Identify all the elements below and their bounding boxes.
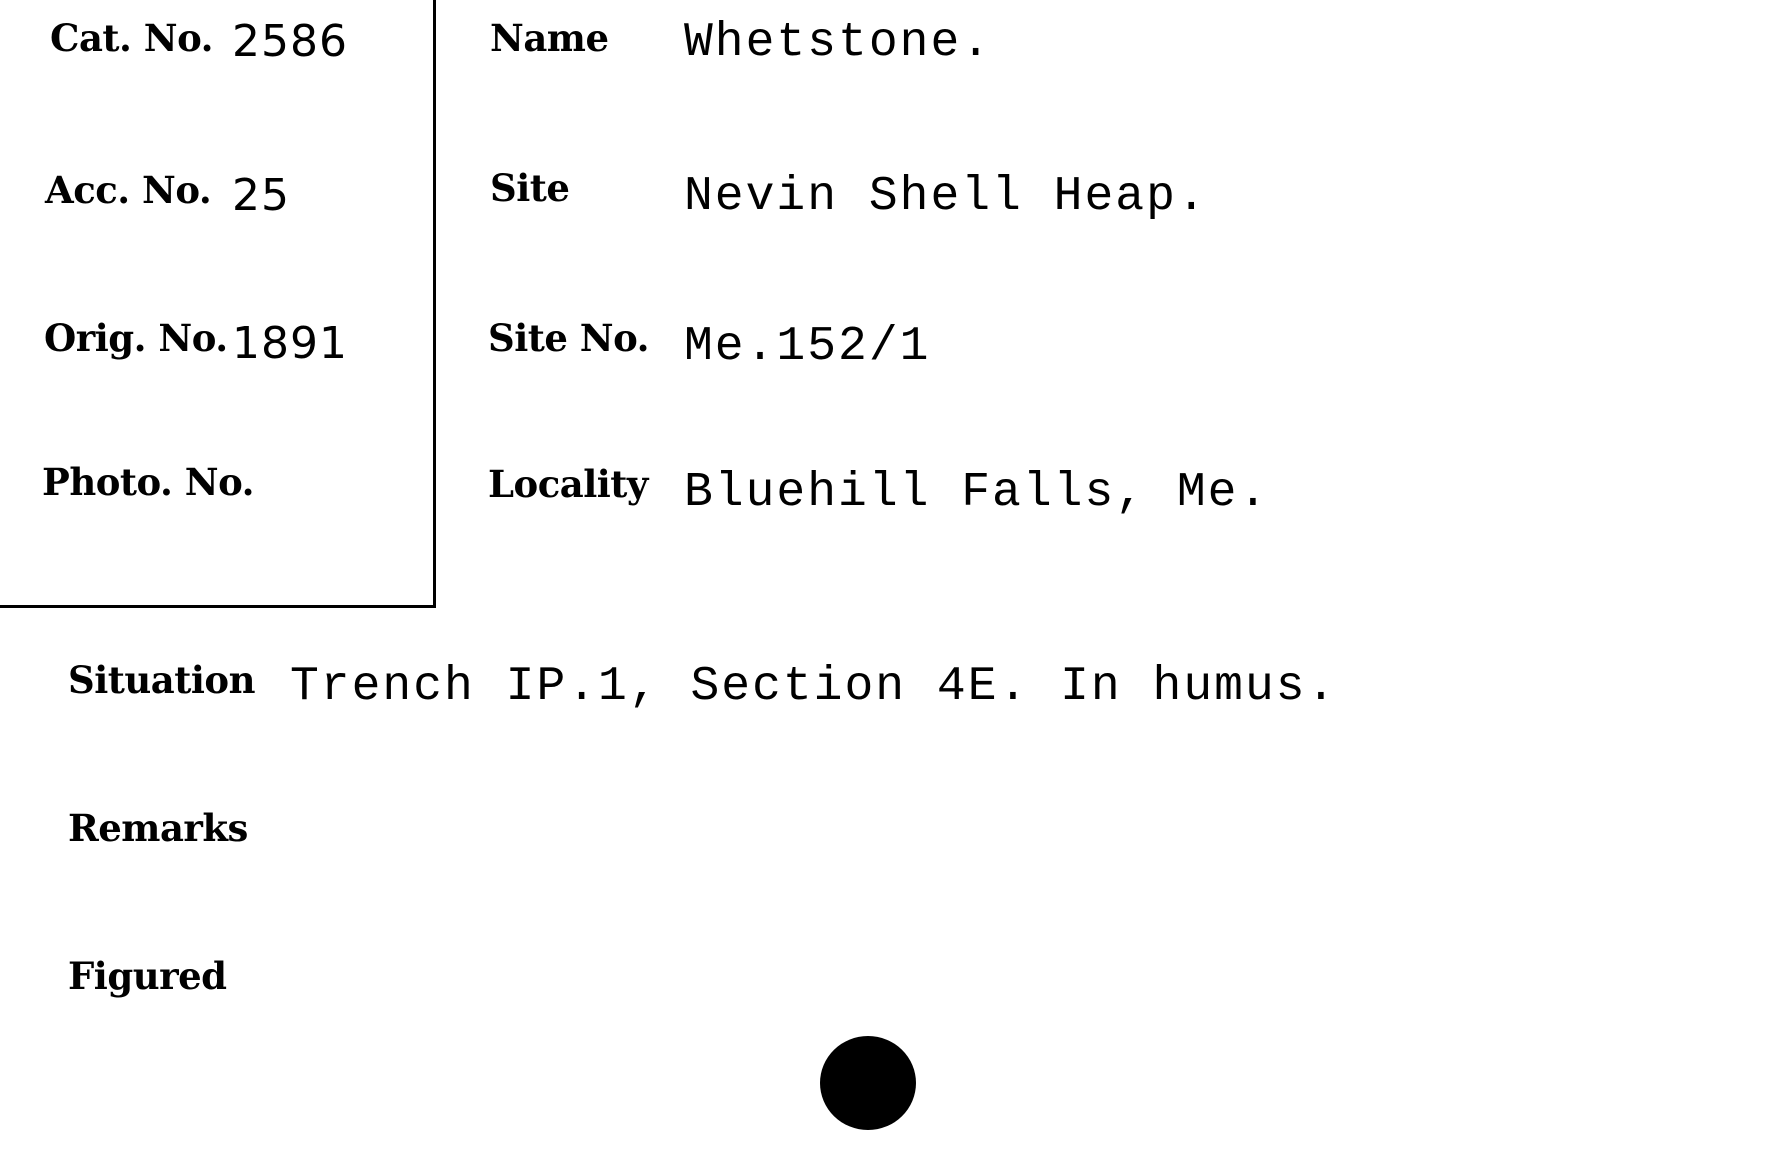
box-divider-horizontal — [0, 605, 436, 608]
box-divider-vertical — [433, 0, 436, 608]
name-label: Name — [490, 16, 609, 60]
site-label: Site — [490, 166, 570, 210]
locality-value: Bluehill Falls, Me. — [684, 466, 1270, 520]
photo-no-label: Photo. No. — [42, 460, 255, 504]
punch-hole — [820, 1036, 916, 1130]
figured-label: Figured — [68, 954, 227, 998]
acc-no-value: 25 — [232, 170, 290, 221]
site-value: Nevin Shell Heap. — [684, 170, 1208, 224]
name-value: Whetstone. — [684, 16, 993, 70]
site-no-label: Site No. — [488, 316, 650, 360]
cat-no-value: 2586 — [232, 16, 348, 67]
orig-no-value: 1891 — [232, 318, 348, 369]
locality-label: Locality — [488, 462, 648, 506]
situation-value: Trench IP.1, Section 4E. In humus. — [290, 660, 1338, 714]
orig-no-label: Orig. No. — [44, 316, 228, 360]
remarks-label: Remarks — [68, 806, 248, 850]
cat-no-label: Cat. No. — [50, 16, 214, 60]
acc-no-label: Acc. No. — [45, 168, 212, 212]
site-no-value: Me.152/1 — [684, 320, 931, 374]
situation-label: Situation — [68, 658, 255, 702]
